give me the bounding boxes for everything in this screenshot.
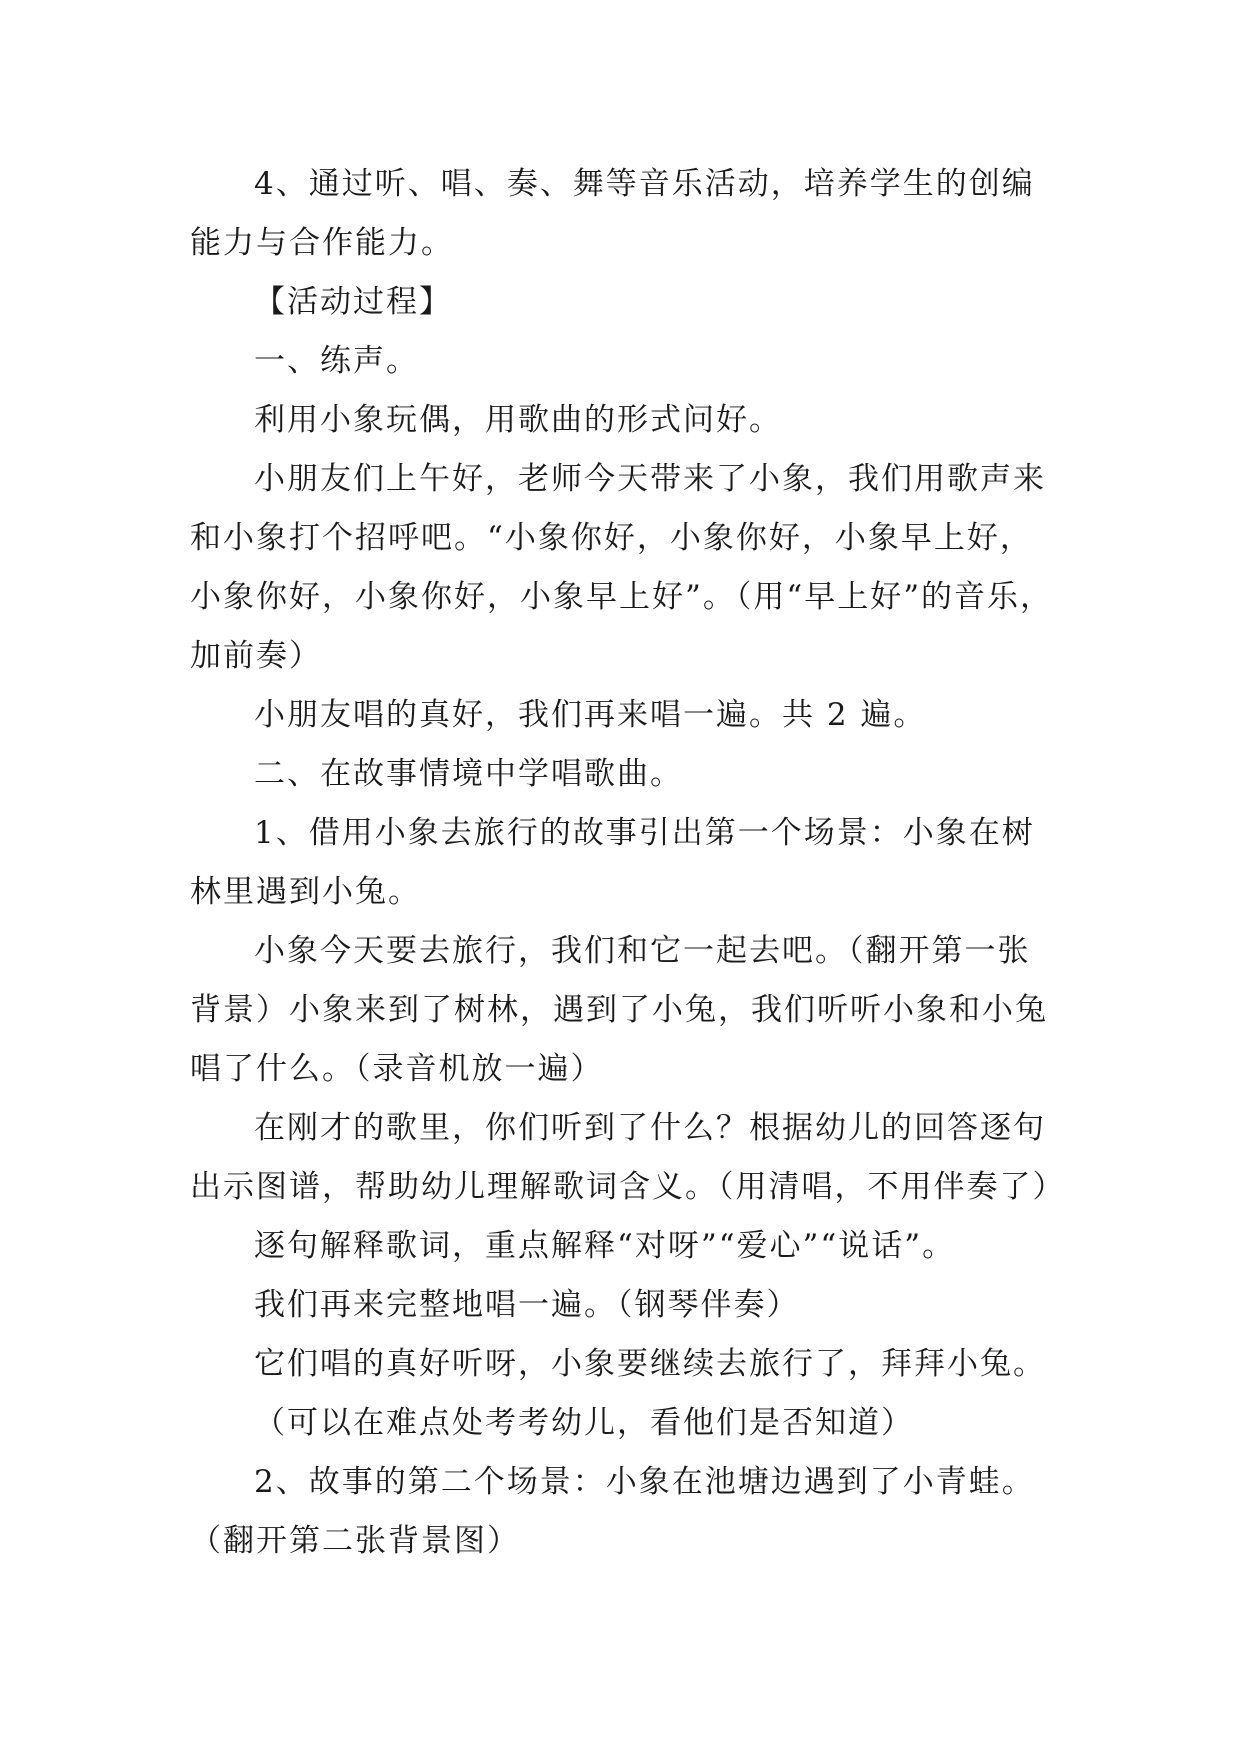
text-line: 加前奏） (190, 638, 322, 674)
text-line: 利用小象玩偶，用歌曲的形式问好。 (254, 402, 782, 438)
text-line: （可以在难点处考考幼儿，看他们是否知道） (254, 1405, 914, 1441)
text-line: 背景）小象来到了树林，遇到了小兔，我们听听小象和小兔 (190, 992, 1048, 1028)
text-line: 能力与合作能力。 (190, 225, 454, 261)
text-line: 出示图谱，帮助幼儿理解歌词含义。（用清唱，不用伴奏了） (190, 1169, 1066, 1205)
section-heading: 【活动过程】 (254, 284, 452, 320)
text-line: 和小象打个招呼吧。“小象你好，小象你好，小象早上好， (190, 520, 1033, 556)
text-line: 林里遇到小兔。 (190, 874, 421, 910)
text-line: 2、故事的第二个场景：小象在池塘边遇到了小青蛙。 (254, 1464, 1035, 1500)
text-line: 唱了什么。（录音机放一遍） (190, 1051, 604, 1087)
text-line: 1、借用小象去旅行的故事引出第一个场景：小象在树 (254, 815, 1035, 851)
text-line: 我们再来完整地唱一遍。（钢琴伴奏） (254, 1287, 800, 1323)
text-line: （翻开第二张背景图） (190, 1523, 520, 1559)
text-line: 二、在故事情境中学唱歌曲。 (254, 756, 683, 792)
text-line: 它们唱的真好听呀，小象要继续去旅行了，拜拜小兔。 (254, 1346, 1046, 1382)
text-line: 在刚才的歌里，你们听到了什么？根据幼儿的回答逐句 (254, 1110, 1046, 1146)
text-line: 4、通过听、唱、奏、舞等音乐活动，培养学生的创编 (254, 166, 1035, 202)
text-line: 小朋友们上午好，老师今天带来了小象，我们用歌声来 (254, 461, 1046, 497)
text-line: 小象你好，小象你好，小象早上好”。（用“早上好”的音乐， (190, 579, 1054, 615)
text-line: 小朋友唱的真好，我们再来唱一遍。共 2 遍。 (254, 697, 927, 733)
text-line: 逐句解释歌词，重点解释“对呀”“爱心”“说话”。 (254, 1228, 956, 1264)
text-line: 一、练声。 (254, 343, 419, 379)
text-line: 小象今天要去旅行，我们和它一起去吧。（翻开第一张 (254, 933, 1031, 969)
